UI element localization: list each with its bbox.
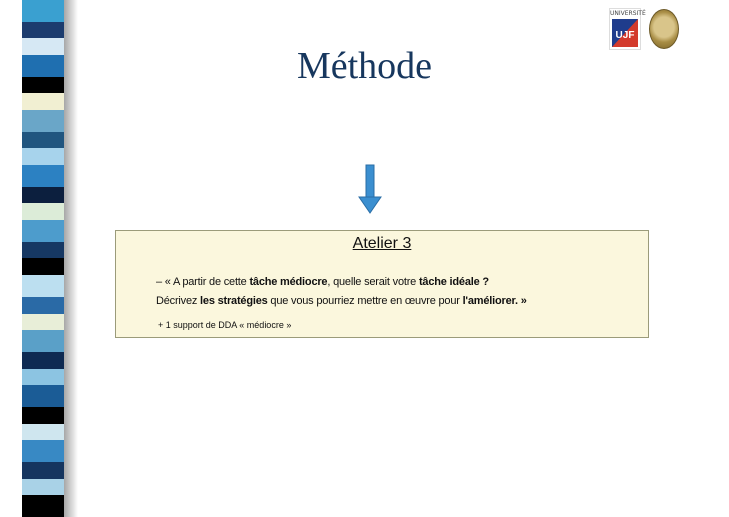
university-logo-letters: UJF bbox=[615, 30, 635, 41]
stripe-segment bbox=[22, 165, 64, 187]
stripe-segment bbox=[22, 385, 64, 407]
workshop-instructions bbox=[156, 273, 636, 311]
page-title: Méthode bbox=[296, 45, 433, 87]
university-logo-text: UNIVERSITÉ bbox=[610, 10, 646, 17]
stripe-segment bbox=[22, 187, 64, 204]
stripe-segment bbox=[22, 22, 64, 39]
stripe-segment bbox=[22, 330, 64, 352]
stripe-segment bbox=[22, 0, 64, 22]
support-note: + 1 support de DDA « médiocre » bbox=[158, 320, 292, 330]
stripe-segment bbox=[22, 275, 64, 297]
line1-mid: , quelle serait votre bbox=[327, 276, 419, 288]
stripe-segment bbox=[22, 297, 64, 314]
line2-bold-strategies: les stratégies bbox=[200, 295, 268, 307]
stripe-segment bbox=[22, 479, 64, 496]
stripe-segment bbox=[22, 440, 64, 462]
line1-suffix: ? bbox=[479, 276, 489, 288]
line1-bold-ideal-task: tâche idéale bbox=[418, 276, 480, 288]
instruction-line-2 bbox=[156, 292, 636, 311]
stripe-segment bbox=[22, 495, 64, 517]
stripe-segment bbox=[22, 314, 64, 331]
stripe-segment bbox=[22, 132, 64, 149]
stripe-segment bbox=[22, 424, 64, 441]
workshop-box bbox=[115, 230, 649, 338]
down-arrow-icon bbox=[359, 165, 381, 215]
workshop-title: Atelier 3 bbox=[352, 235, 412, 252]
line2-mid: que vous pourriez mettre en œuvre pour bbox=[267, 295, 463, 307]
stripe-segment bbox=[22, 407, 64, 424]
stripe-segment bbox=[22, 258, 64, 275]
university-logo-mark bbox=[612, 19, 638, 47]
stripe-segment bbox=[22, 352, 64, 369]
stripe-segment bbox=[22, 148, 64, 165]
line2-prefix: Décrivez bbox=[156, 295, 201, 307]
stripe-segment bbox=[22, 110, 64, 132]
stripe-segment bbox=[22, 93, 64, 110]
stripe-segment bbox=[22, 369, 64, 386]
stripe-segment bbox=[22, 462, 64, 479]
stripe-segment bbox=[22, 242, 64, 259]
stripe-segment bbox=[22, 220, 64, 242]
line1-prefix: – « A partir de cette bbox=[156, 276, 250, 288]
instruction-line-1 bbox=[156, 273, 636, 292]
line2-bold-improve: l'améliorer bbox=[462, 295, 515, 307]
university-seal-icon bbox=[649, 9, 679, 49]
stripe-segment bbox=[22, 203, 64, 220]
line2-suffix: . » bbox=[514, 295, 527, 307]
line1-bold-mediocre-task: tâche médiocre bbox=[249, 276, 328, 288]
